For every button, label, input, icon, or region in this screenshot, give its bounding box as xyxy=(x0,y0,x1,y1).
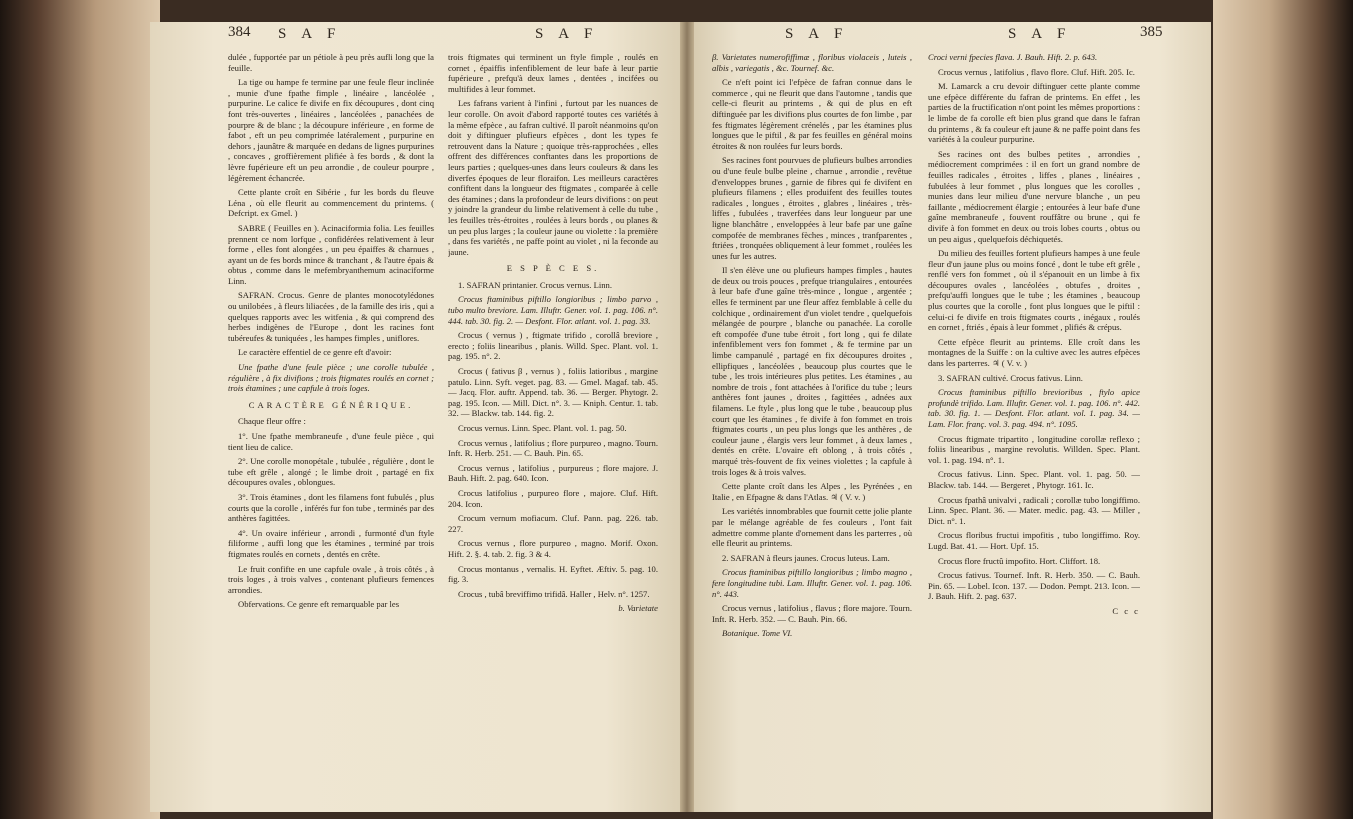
left-page-number: 384 xyxy=(228,24,251,40)
left-column-2 xyxy=(448,52,658,794)
paragraph: Ce n'eft point ici l'efpèce de fafran connue dans le commerce , qui ne fleurit que dans l'automne , tandis que celle-ci fleurit au printems , & qui de plus en eft diftinguée par les divifions plus courtes de fon limbe , par fes ftigmates légèrement crénelés , par les étamines plus longues que le piftil , & par fes feuilles en général moins étroites & non roulées fur leurs bords. xyxy=(712,77,912,151)
left-running-head-1: S A F xyxy=(278,26,342,42)
paragraph: Cette efpèce fleurit au printems. Elle croît dans les montagnes de la Suiffe : on la cultive avec les autres efpèces dans les parterres. ♃ ( V. v. ) xyxy=(928,336,1140,369)
paragraph: 2. SAFRAN à fleurs jaunes. Crocus luteus. Lam. xyxy=(722,552,890,563)
right-running-head-2: S A F xyxy=(1008,26,1072,42)
paragraph: Crocus ftigmate tripartito , longitudine corollæ reflexo ; foliis linearibus , margine revolutis. Willden. Spec. Plant. vol. 1. pag. 194. n°. 1. xyxy=(928,433,1140,465)
paragraph: Une fpathe d'une feule pièce ; une corolle tubulée , régulière , à fix divifions ; trois ftigmates roulés en cornet ; trois étamines ; une capfule à trois loges. xyxy=(228,362,434,394)
section-heading: E S P È C E S. xyxy=(506,263,600,274)
paragraph: Crocus , tubâ breviffimo trifidâ. Haller , Helv. n°. 1257. xyxy=(458,588,650,599)
paragraph: dulée , fupportée par un pétiole à peu près aufli long que la feuille. xyxy=(228,52,434,73)
paragraph: Crocus ftaminibus piftillo longioribus ; limbo magno , fere longitudine tubi. Lam. Illuftr. Gener. vol. 1. pag. 106. n°. 443. xyxy=(712,567,912,599)
paragraph: Le caractère effentiel de ce genre eft d'avoir: xyxy=(238,347,392,358)
paragraph: Crocus ( vernus ) , ftigmate trifido , corollâ breviore , erecto ; foliis linearibus , planis. Willd. Spec. Plant. vol. 1. pag. 195. n°. 2. xyxy=(448,330,658,362)
paragraph: Crocus vernus. Linn. Spec. Plant. vol. 1. pag. 50. xyxy=(458,423,627,433)
paragraph: 2°. Une corolle monopétale , tubulée , régulière , dont le tube eft grêle , alongé ; le limbe droit , partagé en fix découpures ovales , oblongues. xyxy=(228,456,434,488)
paragraph: Obfervations. Ce genre eft remarquable par les xyxy=(238,599,400,610)
paragraph: Croci verni fpecies flava. J. Bauh. Hift. 2. p. 643. xyxy=(928,52,1098,62)
paragraph: Crocus vernus , latifolius ; flore purpureo , magno. Tourn. Inft. R. Herb. 251. — C. Bauh. Pin. 65. xyxy=(448,437,658,459)
paragraph: 1°. Une fpathe membraneufe , d'une feule pièce , qui tient lieu de calice. xyxy=(228,431,434,452)
paragraph: Crocus flore fructû impofito. Hort. Cliffort. 18. xyxy=(938,555,1101,566)
paragraph: Crocum vernum mofiacum. Cluf. Pann. pag. 226. tab. 227. xyxy=(448,513,658,534)
paragraph: Crocus ( fativus β , vernus ) , foliis latioribus , margine patulo. Linn. Syft. veget. pag. 83. — Gmel. Magaf. tab. 45. — Jacq. Flor. auftr. Append. tab. 36. — Berger. Phytogr. 2. pag. 195. Icon. — Mill. Dict. n°. 3. — Kniph. Centur. 1. tab. 32. — Blackw. tab. 144. fig. 2. xyxy=(448,366,658,419)
paragraph: 1. SAFRAN printanier. Crocus vernus. Linn. xyxy=(458,279,612,290)
left-page-edges xyxy=(0,0,160,819)
right-column-1 xyxy=(712,52,912,794)
book-gutter xyxy=(680,22,694,812)
paragraph: Cette plante croît en Sibérie , fur les bords du fleuve Léna , où elle fleurit au commencement du printems. ( Defcript. ex Gmel. ) xyxy=(228,187,434,219)
paragraph: Crocus montanus , vernalis. H. Eyftet. Æftiv. 5. pag. 10. fig. 3. xyxy=(448,563,658,585)
signature-mark: C c c xyxy=(1112,605,1140,616)
paragraph: Crocus fativus. Linn. Spec. Plant. vol. 1. pag. 50. — Blackw. tab. 144. — Bergeret , Phytogr. 161. Ic. xyxy=(928,469,1140,490)
paragraph: SAFRAN. Crocus. Genre de plantes monocotylédones ou unilobées , à fleurs liliacées , de la famille des iris , qui a quelques rapports avec les witfenia , & qui comprend des herbes indigènes de l'Europe , dont les racines font tubéreufes & tuniquées , les hampes fimples , uniflores. xyxy=(228,290,434,343)
paragraph: Le fruit confifte en une capfule ovale , à trois côtés , à trois loges , à trois valves , contenant plufieurs femences arrondies. xyxy=(228,563,434,595)
paragraph: M. Lamarck a cru devoir diftinguer cette plante comme une efpèce différente du fafran de printems. En effet , les parties de la fructification n'ont point les mêmes proportions : le limbe de fa corolle eft bien plus grand que dans le fafran du printems , & fa couleur eft jaune & ne paffe point dans fes variétés à la couleur purpurine. xyxy=(928,81,1140,145)
paragraph: β. Varietates numerofiffimæ , floribus violaceis , luteis , albis , variegatis , &c. Tournef. &c. xyxy=(712,52,912,73)
paragraph: 3. SAFRAN cultivé. Crocus fativus. Linn. xyxy=(938,372,1083,383)
section-heading: CARACTÈRE GÉNÉRIQUE. xyxy=(248,399,414,410)
right-column-2 xyxy=(928,52,1140,794)
paragraph: 3°. Trois étamines , dont les filamens font fubulés , plus courts que la corolle , inférés fur fon tube , terminés par des anthères fagittées. xyxy=(228,491,434,524)
paragraph: Crocus ftaminibus piftillo longioribus ; limbo parvo , tubo multo breviore. Lam. Illuftr. Gener. vol. 1. pag. 106. n°. 444. tab. 30. fig. 2. — Desfont. Flor. atlant. vol. 1. pag. 33. xyxy=(448,294,658,326)
paragraph: Il s'en élève une ou plufieurs hampes fimples , hautes de deux ou trois pouces , prefque triangulaires , entourées à leur bafe d'une gaîne très-mince , longue , argentée ; elles fe terminent par une fleur affez femblable à celle du colchique , ordinairement d'un violet tendre , quelquefois mélangée de pourpre , blanche ou panachée. La corolle eft compofée d'une tube étroit , fort long , qui fe dilate infenfiblement vers fon fommet , & fe termine par un limbe campanulé , partagé en fix découpures droites , ellipfiques , lancéolées , beaucoup plus courtes que le tube , les trois intérieures plus petites. Les étamines , au nombre de trois , font attachées à l'orifice du tube ; leurs anthères font jaunes , droites , fagittées , adnées aux filamens. Le ftyle , plus long que le tube , beaucoup plus court que les étamines , fe divife à fon fommet en trois ftigmates courts , un peu plus longs que les anthères , de couleur jaune , élargis vers leur fommet , à deux lames , dentés en crête. L'ovaire eft oblong , à trois côtés , marqué très-fouvent de fix veines violettes ; la capfule à trois loges & à trois valves. xyxy=(712,265,912,477)
right-page-edges xyxy=(1213,0,1353,819)
paragraph: Du milieu des feuilles fortent plufieurs hampes à une feule fleur d'un jaune plus ou moins foncé , dont le tube eft grêle , renflé vers fon fommet , où il s'épanouit en un limbe à fix découpures ovales , lancéolées , obtufes , droites , prefqu'auffi longues que le tube ; les étamines , beaucoup plus courtes que la corolle , font plus longues que le piftil : celui-ci fe divife en trois ftigmates courts , inégaux , roulés en cornet , ftriés , épais à leur fommet , plifiés & crépus. xyxy=(928,248,1140,333)
paragraph: Crocus vernus , flore purpureo , magno. Morif. Oxon. Hift. 2. §. 4. tab. 2. fig. 3 & 4. xyxy=(448,538,658,559)
paragraph: Les fafrans varient à l'infini , furtout par les nuances de leur corolle. On avoit d'abord rapporté toutes ces variétés à la même efpèce , au fafran cultivé. Il paroît néanmoins qu'on doit y diftinguer plufieurs efpèces , dont les types fe retrouvent dans la Nature ; quoique très-rapprochées , elles offrent des différences conftantes dans les proportions de leurs parties ; quelques-unes dans leurs couleurs & dans les diverfes époques de leur floraifon. Les meilleurs caractères confiftent dans la longueur des ftigmates , comparée à celle des étamines ; dans la profondeur de leurs divifions : on peut y joindre la grandeur du limbe relativement à celle du tube , les feuilles très-étroites , roulées à leurs bords , ou planes & un peu plus larges ; la couleur jaune ou violette : la première , dans fes variétés , ne paffe point au violet , ni la feconde au jaune. xyxy=(448,98,658,257)
left-column-1 xyxy=(228,52,434,794)
paragraph: trois ftigmates qui terminent un ftyle fimple , roulés en cornet , épaiffis infenfiblement de leur bafe à leur partie fupérieure , prefqu'à deux lames , dentées , incifées ou multifides à leur fommet. xyxy=(448,52,658,94)
paragraph: Ses racines font pourvues de plufieurs bulbes arrondies ou d'une feule bulbe pleine , charnue , arrondie , revêtue d'enveloppes brunes , garnie de fibres qui fe divifent en plufieurs filamens ; elles produifent des feuilles toutes radicales , longues , étroites , glabres , linéaires , très-liffes , fubulées , traverfées dans leur longueur par une ligne blanchâtre , enveloppées à leur bafe par une gaîne compofée de membranes fèches , minces , tranfparentes , ftriées , tronquées obliquement à leur fommet , roulées les unes fur les autres. xyxy=(712,155,912,261)
paragraph: Cette plante croît dans les Alpes , les Pyrénées , en Italie , en Efpagne & dans l'Atlas. ♃ ( V. v. ) xyxy=(712,481,912,502)
paragraph: La tige ou hampe fe termine par une feule fleur inclinée , munie d'une fpathe fimple , linéaire , lancéolée , purpurine. Le calice fe divife en fix découpures , dont cinq font très-ouvertes , linéaires , lancéolées , panachées de pourpre & de blanc ; la découpure inférieure , en forme de fabot , eft un peu comprimée latéralement , purpurine en dehors , jaunâtre & marquée en dedans de lignes purpurines , concaves , groffièrement plifiée à fes bords , & dont la lèvre fupérieure eft un peu arrondie , de couleur pourpre , légèrement échancrée. xyxy=(228,77,434,183)
right-running-head-1: S A F xyxy=(785,26,849,42)
paragraph: Ses racines ont des bulbes petites , arrondies , médiocrement comprimées : il en fort un grand nombre de feuilles radicales , étroites , liffes , planes , linéaires , fubulées à leur fommet , plus longues que les corolles , munies dans leur milieu d'une nervure blanche , un peu faillante , médiocrement élargie ; entourées à leur bafe d'une gaîne membraneufe , fouvent rouffâtre ou brune , qui fe divife à fon fommet en deux ou trois lobes courts , obtus ou un peu aigus , quelquefois déchiquetés. xyxy=(928,148,1140,244)
paragraph: SABRE ( Feuilles en ). Acinaciformia folia. Les feuilles prennent ce nom lorfque , confidérées relativement à leur forme , elles font alongées , un peu épaiffes & charnues , ayant un de fes bords mince & tranchant , & l'autre épais & obtus , comme dans le mefembryanthemum acinaciforme Linn. xyxy=(228,222,434,286)
paragraph: Chaque fleur offre : xyxy=(238,416,306,427)
page-footer: Botanique. Tome VI. xyxy=(722,628,793,639)
paragraph: Crocus latifolius , purpureo flore , majore. Cluf. Hift. 204. Icon. xyxy=(448,487,658,509)
catchword: b. Varietate xyxy=(618,603,658,614)
paragraph: Les variétés innombrables que fournit cette jolie plante par le mélange agréable de fes couleurs , l'ont fait admettre comme plante d'ornement dans les parterres , où elle fleurit au printems. xyxy=(712,506,912,549)
paragraph: Crocus vernus , latifolius , flavus ; flore majore. Tourn. Inft. R. Herb. 352. — C. Bauh. Pin. 66. xyxy=(712,603,912,624)
paragraph: Crocus floribus fructui impofitis , tubo longiffimo. Roy. Lugd. Bat. 41. — Hort. Upf. 15. xyxy=(928,530,1140,551)
paragraph: Crocus ftaminibus piftillo brevioribus , ftylo apice profundè trifido. Lam. Illuftr. Gener. vol. 1. pag. 106. n°. 442. tab. 30. fig. 1. — Desfont. Flor. atlant. vol. 1. pag. 34. — Lam. Flor. franç. vol. 3. pag. 494. n°. 1095. xyxy=(928,387,1140,429)
paragraph: Crocus fpathâ univalvi , radicali ; corollæ tubo longiffimo. Linn. Spec. Plant. 36. — Mater. medic. pag. 43. — Miller , Dict. n°. 1. xyxy=(928,494,1140,526)
left-running-head-2: S A F xyxy=(535,26,599,42)
paragraph: 4°. Un ovaire inférieur , arrondi , furmonté d'un ftyle filiforme , auffi long que les étamines , terminé par trois ftigmates roulés en cornets , dentés en crête. xyxy=(228,527,434,559)
right-page-number: 385 xyxy=(1140,24,1163,40)
paragraph: Crocus vernus , latifolius , flavo flore. Cluf. Hift. 205. Ic. xyxy=(938,66,1135,77)
paragraph: Crocus fativus. Tournef. Inft. R. Herb. 350. — C. Bauh. Pin. 65. — Lobel. Icon. 137. — Dodon. Pempt. 213. Icon. — J. Bauh. Hift. 2. pag. 637. xyxy=(928,570,1140,602)
paragraph: Crocus vernus , latifolius , purpureus ; flore majore. J. Bauh. Hift. 2. pag. 640. Icon. xyxy=(448,462,658,484)
